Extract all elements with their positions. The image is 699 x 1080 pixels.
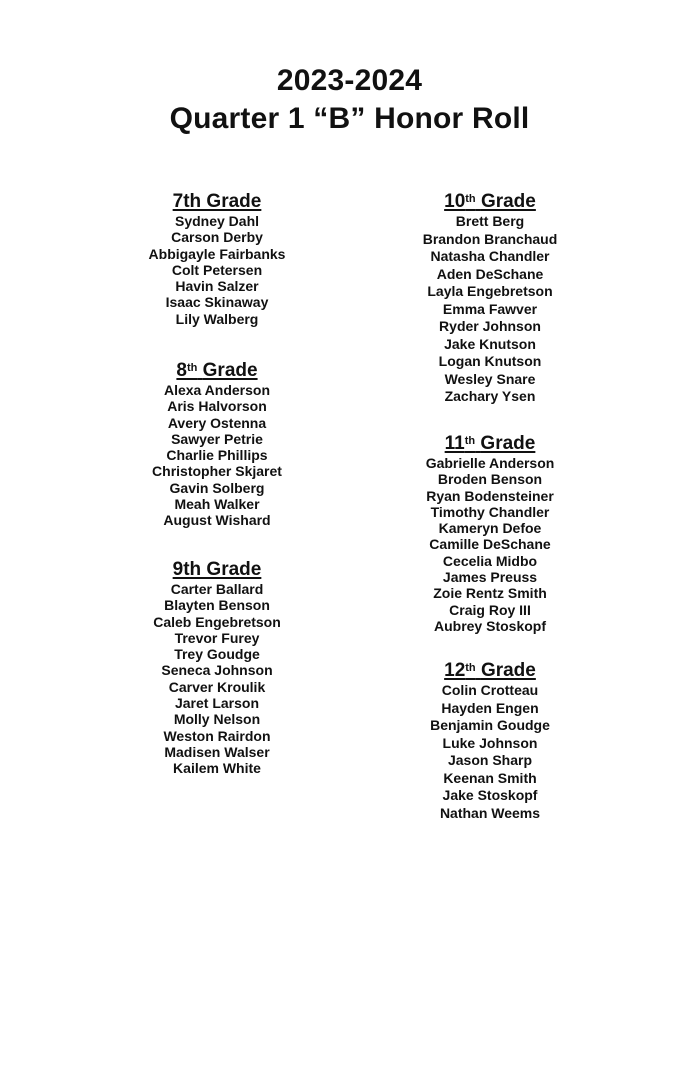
student-name: Ryder Johnson xyxy=(439,318,541,334)
grade-9-name-list xyxy=(77,581,357,777)
student-name: Havin Salzer xyxy=(175,278,259,295)
student-name: Natasha Chandler xyxy=(430,248,550,264)
student-name: August Wishard xyxy=(163,512,271,529)
student-name: Zachary Ysen xyxy=(444,388,536,404)
grade-11-heading-suffix: th xyxy=(464,435,476,447)
student-name: Timothy Chandler xyxy=(430,503,550,520)
student-name: Kameryn Defoe xyxy=(438,520,542,537)
grade-10-heading xyxy=(350,191,630,213)
student-name: Gabrielle Anderson xyxy=(425,455,555,471)
title-year: 2023-2024 xyxy=(276,64,423,97)
student-name: Alexa Anderson xyxy=(163,382,271,398)
student-name: Broden Benson xyxy=(437,471,543,488)
grade-10-heading-word: Grade xyxy=(480,191,536,212)
student-name: Carter Ballard xyxy=(170,581,264,597)
student-name: Avery Ostenna xyxy=(167,414,267,431)
student-name: Jaret Larson xyxy=(174,695,260,712)
grade-11-heading-number: 11 xyxy=(444,433,465,454)
student-name: Camille DeSchane xyxy=(429,536,551,553)
student-name: Benjamin Goudge xyxy=(430,717,550,733)
student-name: Caleb Engebretson xyxy=(153,613,281,630)
student-name: Zoie Rentz Smith xyxy=(433,585,547,602)
student-name: Madisen Walser xyxy=(164,743,270,760)
student-name: Logan Knutson xyxy=(438,353,542,369)
grade-12-name-list xyxy=(350,682,630,822)
grade-12-heading-suffix: th xyxy=(465,662,476,674)
student-name: Meah Walker xyxy=(174,496,260,513)
student-name: Aris Halvorson xyxy=(167,398,267,415)
student-name: Wesley Snare xyxy=(444,370,536,387)
grade-8-heading xyxy=(77,360,357,382)
grade-12-heading xyxy=(350,660,630,682)
student-name: James Preuss xyxy=(442,569,538,586)
grade-7-section xyxy=(77,191,357,327)
student-name: Jake Stoskopf xyxy=(442,787,538,803)
student-name: Craig Roy III xyxy=(449,601,531,618)
student-name: Seneca Johnson xyxy=(161,662,273,679)
title-honor-roll: Quarter 1 “B” Honor Roll xyxy=(169,102,530,135)
student-name: Brett Berg xyxy=(455,213,525,229)
student-name: Trey Goudge xyxy=(174,646,260,663)
grade-7-heading: 7th Grade xyxy=(172,191,262,212)
grade-11-name-list xyxy=(350,455,630,634)
student-name: Sawyer Petrie xyxy=(171,430,263,447)
student-name: Cecelia Midbo xyxy=(442,552,538,569)
grade-10-heading-number: 10 xyxy=(444,191,466,212)
grade-12-heading-number: 12 xyxy=(444,660,466,681)
grade-11-heading-word: Grade xyxy=(480,433,536,454)
grade-9-heading: 9th Grade xyxy=(172,559,262,580)
student-name: Colin Crotteau xyxy=(441,682,539,698)
student-name: Layla Engebretson xyxy=(427,283,553,299)
student-name: Brandon Branchaud xyxy=(422,230,558,247)
grade-8-name-list xyxy=(77,382,357,529)
student-name: Carver Kroulik xyxy=(168,678,266,695)
student-name: Lily Walberg xyxy=(175,310,259,327)
student-name: Emma Fawver xyxy=(442,300,538,317)
student-name: Luke Johnson xyxy=(442,734,538,751)
student-name: Jason Sharp xyxy=(447,752,533,768)
student-name: Abbigayle Fairbanks xyxy=(148,245,286,262)
student-name: Trevor Furey xyxy=(174,629,260,646)
student-name: Kailem White xyxy=(173,760,261,777)
student-name: Aubrey Stoskopf xyxy=(433,617,546,634)
grade-12-heading-word: Grade xyxy=(480,660,536,681)
student-name: Carson Derby xyxy=(171,229,263,246)
student-name: Nathan Weems xyxy=(439,804,541,821)
student-name: Molly Nelson xyxy=(173,711,261,728)
student-name: Charlie Phillips xyxy=(166,447,268,464)
grade-8-heading-suffix: th xyxy=(186,362,198,374)
student-name: Christopher Skjaret xyxy=(152,463,282,480)
grade-11-section xyxy=(350,433,630,634)
grade-11-heading xyxy=(350,433,630,455)
grade-12-section xyxy=(350,660,630,822)
student-name: Weston Rairdon xyxy=(163,727,271,744)
grade-10-name-list xyxy=(350,213,630,406)
grade-10-section xyxy=(350,191,630,406)
student-name: Jake Knutson xyxy=(444,335,536,352)
grade-9-section xyxy=(77,559,357,777)
student-name: Blayten Benson xyxy=(164,597,270,614)
student-name: Isaac Skinaway xyxy=(165,294,269,311)
grade-8-heading-number: 8 xyxy=(176,360,187,381)
grade-8-section xyxy=(77,360,357,529)
grade-7-name-list xyxy=(77,213,357,327)
student-name: Hayden Engen xyxy=(441,699,539,716)
grade-8-heading-word: Grade xyxy=(202,360,258,381)
student-name: Sydney Dahl xyxy=(174,213,260,229)
student-name: Keenan Smith xyxy=(443,769,537,786)
student-name: Aden DeSchane xyxy=(436,265,544,282)
grade-10-heading-suffix: th xyxy=(465,193,476,205)
document-title xyxy=(0,62,699,138)
student-name: Ryan Bodensteiner xyxy=(426,487,554,504)
student-name: Colt Petersen xyxy=(171,261,263,278)
student-name: Gavin Solberg xyxy=(169,479,265,496)
